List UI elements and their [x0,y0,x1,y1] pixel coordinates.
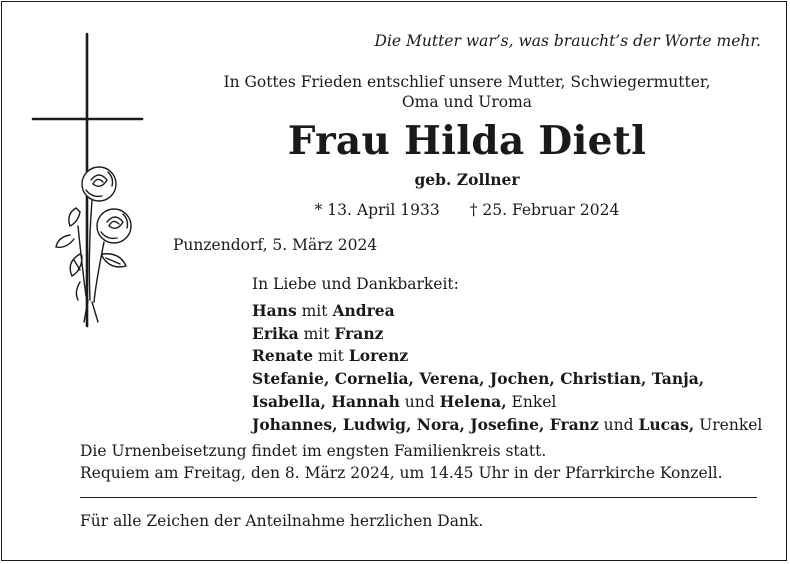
quote: Die Mutter war’s, was braucht’s der Worte mehr. [374,32,761,50]
family-line [252,345,762,368]
intro-line-2: Oma und Uroma [401,93,533,111]
family-text: Isabella, Hannah [252,391,400,411]
funeral-info [80,440,723,484]
intro-line-1: In Gottes Frieden entschlief unsere Mutter, Schwiegermutter, [223,73,711,91]
family-text: Enkel [506,392,557,411]
family-text: Johannes, Ludwig, Nora, Josefine, Franz [252,414,599,434]
family-text: Hans [252,301,297,320]
family-line [252,414,762,437]
family-line [252,368,762,391]
final-thanks: Für alle Zeichen der Anteilnahme herzlichen Dank. [80,512,484,530]
family-text: Renate [252,346,314,366]
family-text: Urenkel [694,415,763,434]
family-text: Lorenz [348,346,409,366]
family-line [252,323,762,346]
family-text: Andrea [332,301,395,320]
family-text: und [598,415,639,434]
intro-text [150,72,784,112]
life-dates [150,201,784,219]
family-line [252,300,762,323]
family-text: und [399,392,440,411]
deceased-name: Frau Hilda Dietl [287,118,647,164]
divider [80,497,757,498]
cross-with-roses-icon [28,30,148,330]
birth-date: * 13. April 1933 [314,201,440,219]
info-line-1: Die Urnenbeisetzung findet im engsten Familienkreis statt. [80,442,547,460]
family-text: Stefanie, Cornelia, Verena, Jochen, Christian, Tanja, [252,369,705,389]
family-text: Helena, [439,391,507,411]
family-text: mit [313,347,349,366]
family-list [252,300,762,436]
family-text: mit [296,302,333,320]
family-text: mit [298,324,335,343]
birth-name: geb. Zollner [414,170,520,189]
thanks-intro: In Liebe und Dankbarkeit: [252,275,459,293]
death-date: † 25. Februar 2024 [469,201,620,219]
place-and-date: Punzendorf, 5. März 2024 [173,236,378,254]
family-line [252,391,762,414]
family-text: Franz [334,323,384,343]
family-text: Lucas, [638,414,695,434]
info-line-2: Requiem am Freitag, den 8. März 2024, um 14.45 Uhr in der Pfarrkirche Konzell. [80,464,723,482]
family-text: Erika [252,323,299,343]
